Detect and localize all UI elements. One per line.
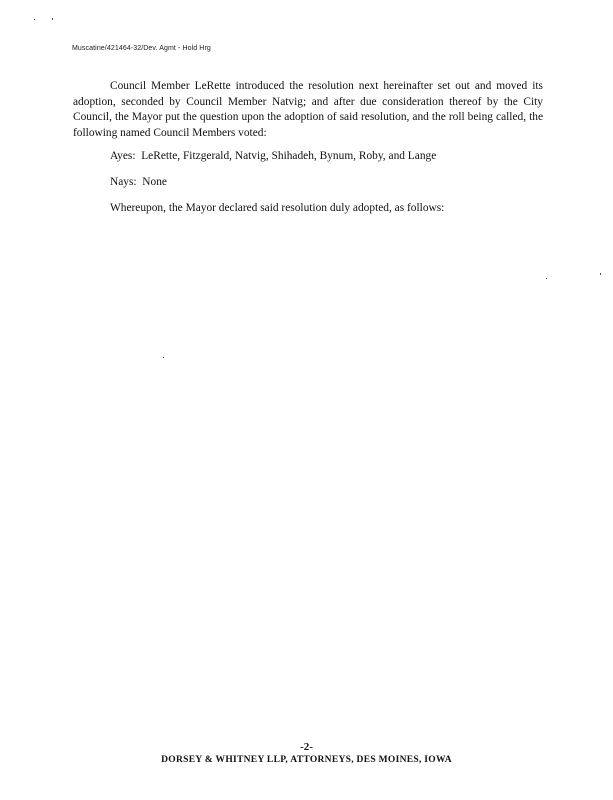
ayes-line: Ayes: LeRette, Fitzgerald, Natvig, Shihadeh, Bynum, Roby, and Lange [110, 150, 437, 162]
scan-speck [600, 273, 601, 275]
document-header-reference: Muscatine/421464-32/Dev. Agmt - Hold Hrg [72, 45, 211, 52]
scan-speck [546, 278, 547, 279]
intro-paragraph: Council Member LeRette introduced the resolution next hereinafter set out and moved its adoption, seconded by Council Member Natvig; and after due consideration thereof by the City Council, the Mayor put the question upon the adoption of said resolution, and the roll being called, the following named Council Members voted: [73, 80, 543, 139]
whereupon-line: Whereupon, the Mayor declared said resolution duly adopted, as follows: [110, 202, 445, 214]
page-number: -2- [300, 741, 313, 753]
scan-speck [34, 19, 35, 20]
firm-footer: DORSEY & WHITNEY LLP, ATTORNEYS, DES MOINES, IOWA [161, 755, 452, 765]
scan-speck [52, 18, 53, 20]
scan-speck [163, 357, 164, 358]
nays-line: Nays: None [110, 176, 167, 188]
